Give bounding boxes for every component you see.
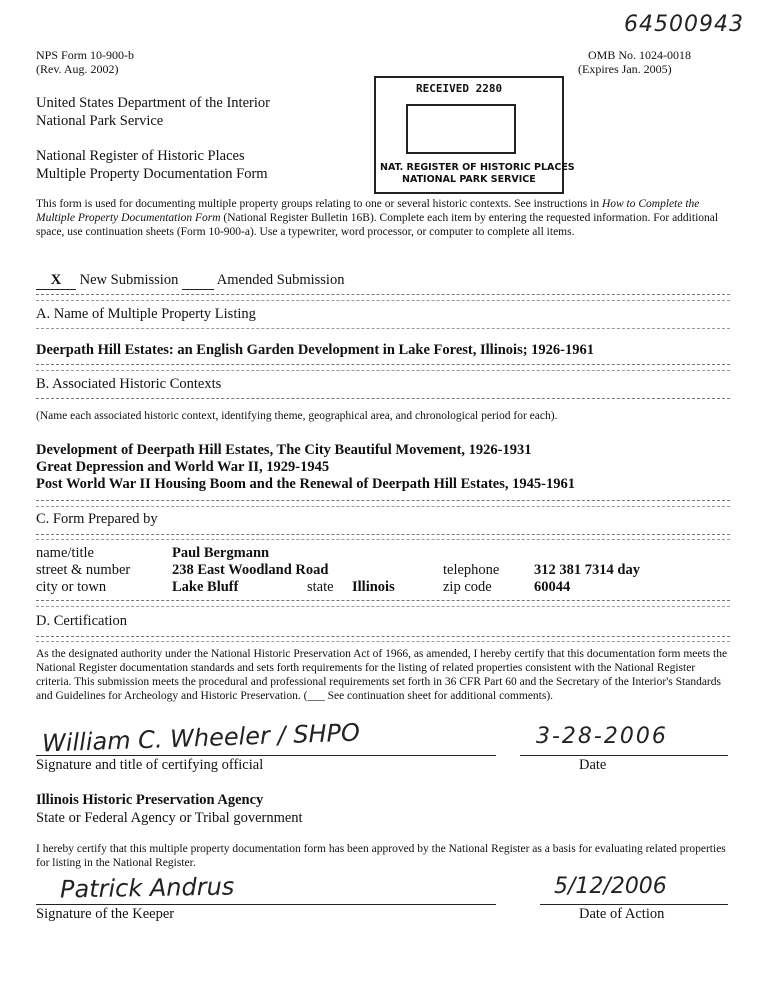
action-date: 5/12/2006 <box>554 874 667 899</box>
form-number: NPS Form 10-900-b <box>36 48 135 62</box>
divider <box>36 328 730 329</box>
instructions-text-2: (National Register Bulletin 16B). Complete each item by entering the requested information. For additional space, use continuation sheets (Form 10-900-a). Use a typewriter, word processor, or computer to complete all items. <box>36 212 719 238</box>
stamp-received: RECEIVED 2280 <box>416 82 503 95</box>
certification-text: As the designated authority under the National Historic Preservation Act of 1966, as amended, I hereby certify that this documentation form meets the National Register documentation standards and sets forth requirements for the listing of related properties consistent with the National Register criteria. This submission meets the procedural and professional requirements set forth in 36 CFR Part 60 and the Secretary of the Interior's Standards and Guidelines for Archeology and Historic Preservation. (___ See continuation sheet for additional comments). <box>36 648 728 702</box>
handwritten-reference-number: 64500943 <box>624 12 744 37</box>
telephone-label: telephone <box>443 562 500 578</box>
preparer-street: 238 East Woodland Road <box>172 562 329 578</box>
section-b-heading: B. Associated Historic Contexts <box>36 376 222 392</box>
zip-label: zip code <box>443 579 492 595</box>
preparer-state: Illinois <box>352 579 395 595</box>
section-c-heading: C. Form Prepared by <box>36 511 158 527</box>
preparer-name: Paul Bergmann <box>172 545 270 561</box>
preparer-telephone: 312 381 7314 day <box>534 562 640 578</box>
instructions-text-1: This form is used for documenting multiple property groups relating to one or several historic contexts. See instructions in <box>36 198 602 210</box>
section-d-heading: D. Certification <box>36 613 128 629</box>
historic-context-3: Post World War II Housing Boom and the Renewal of Deerpath Hill Estates, 1945-1961 <box>36 476 575 492</box>
form-title: Multiple Property Documentation Form <box>36 166 268 182</box>
new-submission-mark: X <box>36 272 76 290</box>
stamp-line-1: NAT. REGISTER OF HISTORIC PLACES <box>380 162 575 173</box>
expiration: (Expires Jan. 2005) <box>578 62 672 76</box>
department: United States Department of the Interior <box>36 95 270 111</box>
keeper-signature-line <box>36 904 496 905</box>
divider <box>36 294 730 295</box>
amended-submission-label: Amended Submission <box>216 272 345 288</box>
stamp-line-2: NATIONAL PARK SERVICE <box>402 174 536 185</box>
divider <box>36 641 730 642</box>
divider <box>36 398 730 399</box>
street-label: street & number <box>36 562 131 578</box>
preparer-zip: 60044 <box>534 579 571 595</box>
received-stamp <box>374 76 575 194</box>
signature-line <box>36 755 496 756</box>
historic-context-1: Development of Deerpath Hill Estates, The City Beautiful Movement, 1926-1931 <box>36 442 532 458</box>
keeper-signature-label: Signature of the Keeper <box>36 906 175 922</box>
divider <box>36 506 730 507</box>
divider <box>36 539 730 540</box>
divider <box>36 300 730 301</box>
amended-submission-blank <box>182 272 214 290</box>
certifying-official-signature: William C. Wheeler / SHPO <box>41 718 361 758</box>
stamp-inner-box <box>406 104 516 154</box>
certifying-agency: Illinois Historic Preservation Agency <box>36 792 264 808</box>
agency-label: State or Federal Agency or Tribal government <box>36 810 303 826</box>
preparer-city: Lake Bluff <box>172 579 239 595</box>
instructions-bulletin-title: How to Complete the Multiple Property Documentation Form <box>36 198 700 224</box>
divider <box>36 500 730 501</box>
multiple-property-name: Deerpath Hill Estates: an English Garden Development in Lake Forest, Illinois; 1926-1961 <box>36 342 594 358</box>
new-submission-label: New Submission <box>79 272 179 288</box>
divider <box>36 606 730 607</box>
action-date-label: Date of Action <box>579 906 665 922</box>
city-label: city or town <box>36 579 107 595</box>
divider <box>36 534 730 535</box>
action-date-line <box>540 904 728 905</box>
register-name: National Register of Historic Places <box>36 148 245 164</box>
divider <box>36 600 730 601</box>
section-a-heading: A. Name of Multiple Property Listing <box>36 306 256 322</box>
omb-number: OMB No. 1024-0018 <box>588 48 692 62</box>
form-revision: (Rev. Aug. 2002) <box>36 62 119 76</box>
instructions-paragraph <box>36 197 728 239</box>
state-label: state <box>307 579 334 595</box>
certifying-signature-label: Signature and title of certifying official <box>36 757 264 773</box>
certifying-date-label: Date <box>579 757 607 773</box>
keeper-signature: Patrick Andrus <box>59 872 235 904</box>
certification-date: 3-28-2006 <box>536 724 668 749</box>
service: National Park Service <box>36 113 164 129</box>
date-line <box>520 755 728 756</box>
name-title-label: name/title <box>36 545 94 561</box>
submission-type <box>36 272 344 290</box>
divider <box>36 636 730 637</box>
divider <box>36 370 730 371</box>
divider <box>36 364 730 365</box>
historic-context-2: Great Depression and World War II, 1929-1945 <box>36 459 330 475</box>
section-b-instruction: (Name each associated historic context, identifying theme, geographical area, and chronological period for each). <box>36 410 558 422</box>
keeper-text: I hereby certify that this multiple property documentation form has been approved by the National Register as a basis for evaluating related properties for listing in the National Register. <box>36 843 726 869</box>
